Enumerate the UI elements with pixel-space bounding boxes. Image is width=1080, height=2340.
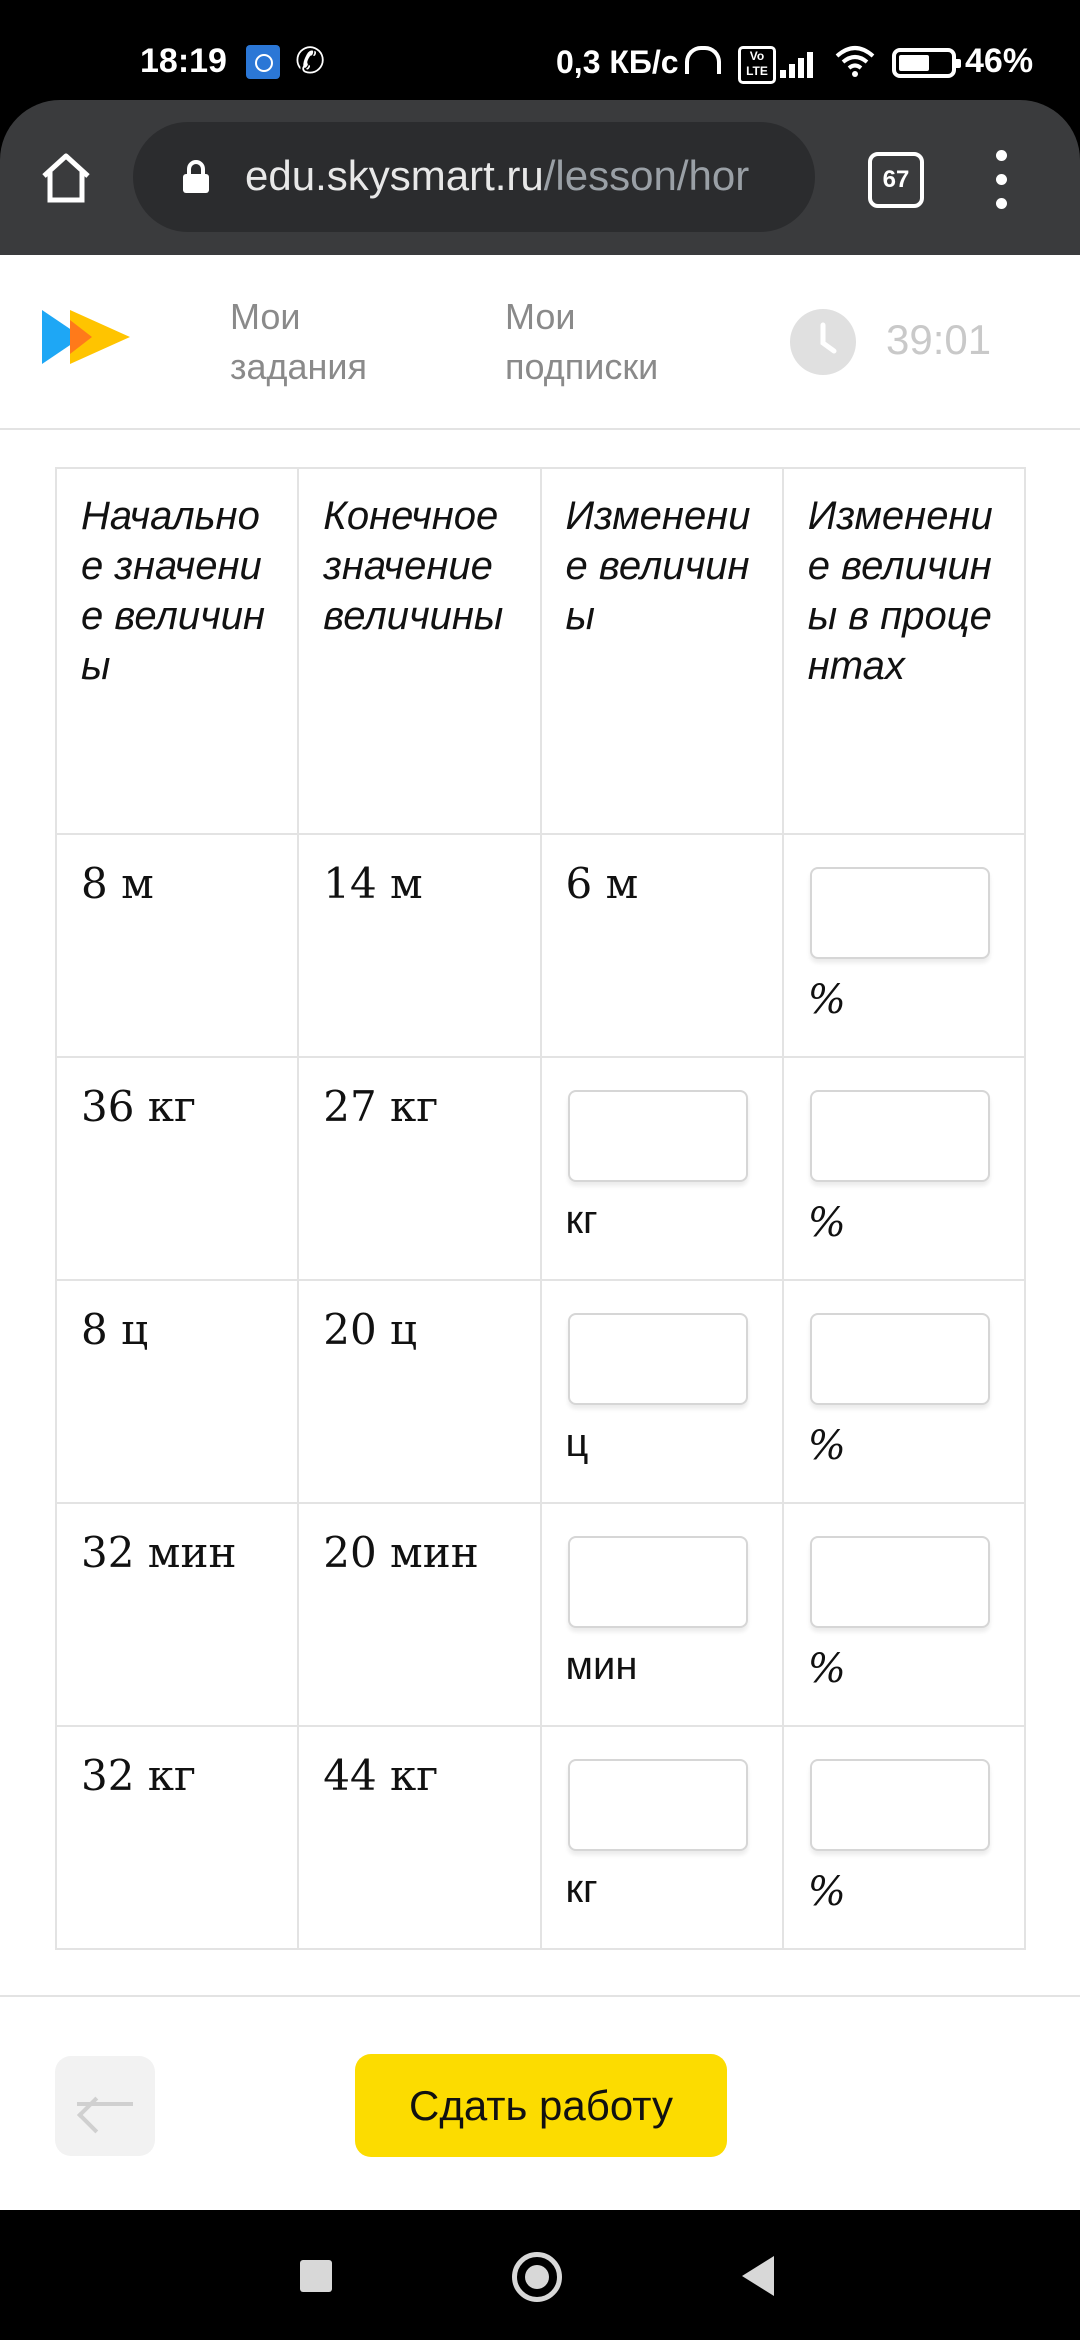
nav-my-tasks-line1: Мои bbox=[230, 296, 301, 337]
percent-input[interactable] bbox=[810, 1313, 990, 1405]
cell-start bbox=[56, 1503, 298, 1726]
end-value: 14 м bbox=[323, 859, 423, 908]
cell-end bbox=[298, 1280, 540, 1503]
submit-work-button[interactable]: Сдать работу bbox=[355, 2054, 727, 2157]
home-nav-icon[interactable] bbox=[512, 2252, 562, 2302]
start-value: 36 кг bbox=[81, 1082, 197, 1131]
table-row bbox=[56, 1726, 1025, 1949]
percent-input[interactable] bbox=[810, 1759, 990, 1851]
percent-unit: % bbox=[807, 1646, 846, 1692]
end-value: 27 кг bbox=[323, 1082, 439, 1131]
home-icon[interactable] bbox=[38, 150, 94, 206]
change-unit: кг bbox=[565, 1867, 598, 1911]
status-bar bbox=[0, 0, 1080, 100]
url-host: edu.skysmart.ru bbox=[245, 152, 544, 199]
header-change-percent: Изменение величины в процентах bbox=[783, 468, 1025, 834]
header-change: Изменение величины bbox=[541, 468, 783, 834]
percent-input[interactable] bbox=[810, 1536, 990, 1628]
change-input[interactable] bbox=[568, 1090, 748, 1182]
cell-start bbox=[56, 1057, 298, 1280]
volte-icon: Vo LTE bbox=[738, 46, 776, 84]
phone-call-icon: ✆ bbox=[295, 40, 326, 81]
arrow-left-icon bbox=[77, 2102, 133, 2106]
cell-start bbox=[56, 1726, 298, 1949]
percent-unit: % bbox=[807, 1423, 846, 1469]
change-input[interactable] bbox=[568, 1313, 748, 1405]
skysmart-logo[interactable] bbox=[40, 302, 140, 372]
nav-my-subscriptions[interactable] bbox=[505, 292, 658, 392]
change-unit: мин bbox=[565, 1644, 638, 1688]
table-row bbox=[56, 1503, 1025, 1726]
change-input[interactable] bbox=[568, 1759, 748, 1851]
cell-change bbox=[541, 1726, 783, 1949]
table-row bbox=[56, 834, 1025, 1057]
cell-end bbox=[298, 1503, 540, 1726]
cell-change bbox=[541, 1057, 783, 1280]
cell-percent bbox=[783, 834, 1025, 1057]
task-table bbox=[55, 467, 1026, 1950]
clock-icon bbox=[790, 309, 856, 375]
tabs-switcher-button[interactable]: 67 bbox=[868, 152, 924, 208]
nav-my-tasks[interactable] bbox=[230, 292, 367, 392]
table-row bbox=[56, 1280, 1025, 1503]
cell-change bbox=[541, 1280, 783, 1503]
change-value: 6 м bbox=[565, 859, 639, 908]
nav-my-subscriptions-line1: Мои bbox=[505, 296, 576, 337]
cell-percent bbox=[783, 1503, 1025, 1726]
percent-input[interactable] bbox=[810, 867, 990, 959]
url-text[interactable] bbox=[245, 152, 810, 200]
table-row bbox=[56, 1057, 1025, 1280]
cell-change bbox=[541, 1503, 783, 1726]
cell-end bbox=[298, 1057, 540, 1280]
app-notification-icon bbox=[246, 45, 280, 79]
end-value: 20 ц bbox=[323, 1305, 418, 1354]
nav-my-tasks-line2: задания bbox=[230, 346, 368, 387]
recents-icon[interactable] bbox=[300, 2260, 332, 2292]
change-unit: кг bbox=[565, 1198, 598, 1242]
cell-percent bbox=[783, 1280, 1025, 1503]
change-input[interactable] bbox=[568, 1536, 748, 1628]
cell-percent bbox=[783, 1726, 1025, 1949]
start-value: 32 кг bbox=[81, 1751, 197, 1800]
cell-percent bbox=[783, 1057, 1025, 1280]
start-value: 8 м bbox=[81, 859, 154, 908]
headphones-icon bbox=[685, 46, 721, 74]
header-end-value: Конечное значение величины bbox=[298, 468, 540, 834]
wifi-icon bbox=[835, 44, 875, 78]
end-value: 20 мин bbox=[323, 1528, 479, 1577]
cell-start bbox=[56, 834, 298, 1057]
network-speed: 0,3 КБ/с bbox=[556, 44, 679, 80]
lock-icon bbox=[182, 160, 210, 194]
timer: 39:01 bbox=[886, 316, 992, 363]
back-button[interactable] bbox=[55, 2056, 155, 2156]
start-value: 8 ц bbox=[81, 1305, 149, 1354]
table-header-row bbox=[56, 468, 1025, 834]
percent-input[interactable] bbox=[810, 1090, 990, 1182]
back-nav-icon[interactable] bbox=[742, 2256, 774, 2296]
percent-unit: % bbox=[807, 1869, 846, 1915]
header-start-value: Начальное значение величины bbox=[56, 468, 298, 834]
start-value: 32 мин bbox=[81, 1528, 237, 1577]
url-path: /lesson/hor bbox=[543, 152, 750, 199]
nav-my-subscriptions-line2: подписки bbox=[505, 346, 659, 387]
cell-start bbox=[56, 1280, 298, 1503]
battery-icon bbox=[892, 48, 956, 78]
percent-unit: % bbox=[807, 1200, 846, 1246]
cell-change bbox=[541, 834, 783, 1057]
battery-level: 46% bbox=[965, 42, 1034, 80]
percent-unit: % bbox=[807, 977, 846, 1023]
status-time: 18:19 bbox=[140, 42, 227, 80]
signal-icon bbox=[780, 46, 820, 78]
browser-menu-icon[interactable] bbox=[996, 150, 1008, 210]
cell-end bbox=[298, 1726, 540, 1949]
cell-end bbox=[298, 834, 540, 1057]
change-unit: ц bbox=[565, 1421, 589, 1465]
end-value: 44 кг bbox=[323, 1751, 439, 1800]
footer-divider bbox=[0, 1995, 1080, 1997]
